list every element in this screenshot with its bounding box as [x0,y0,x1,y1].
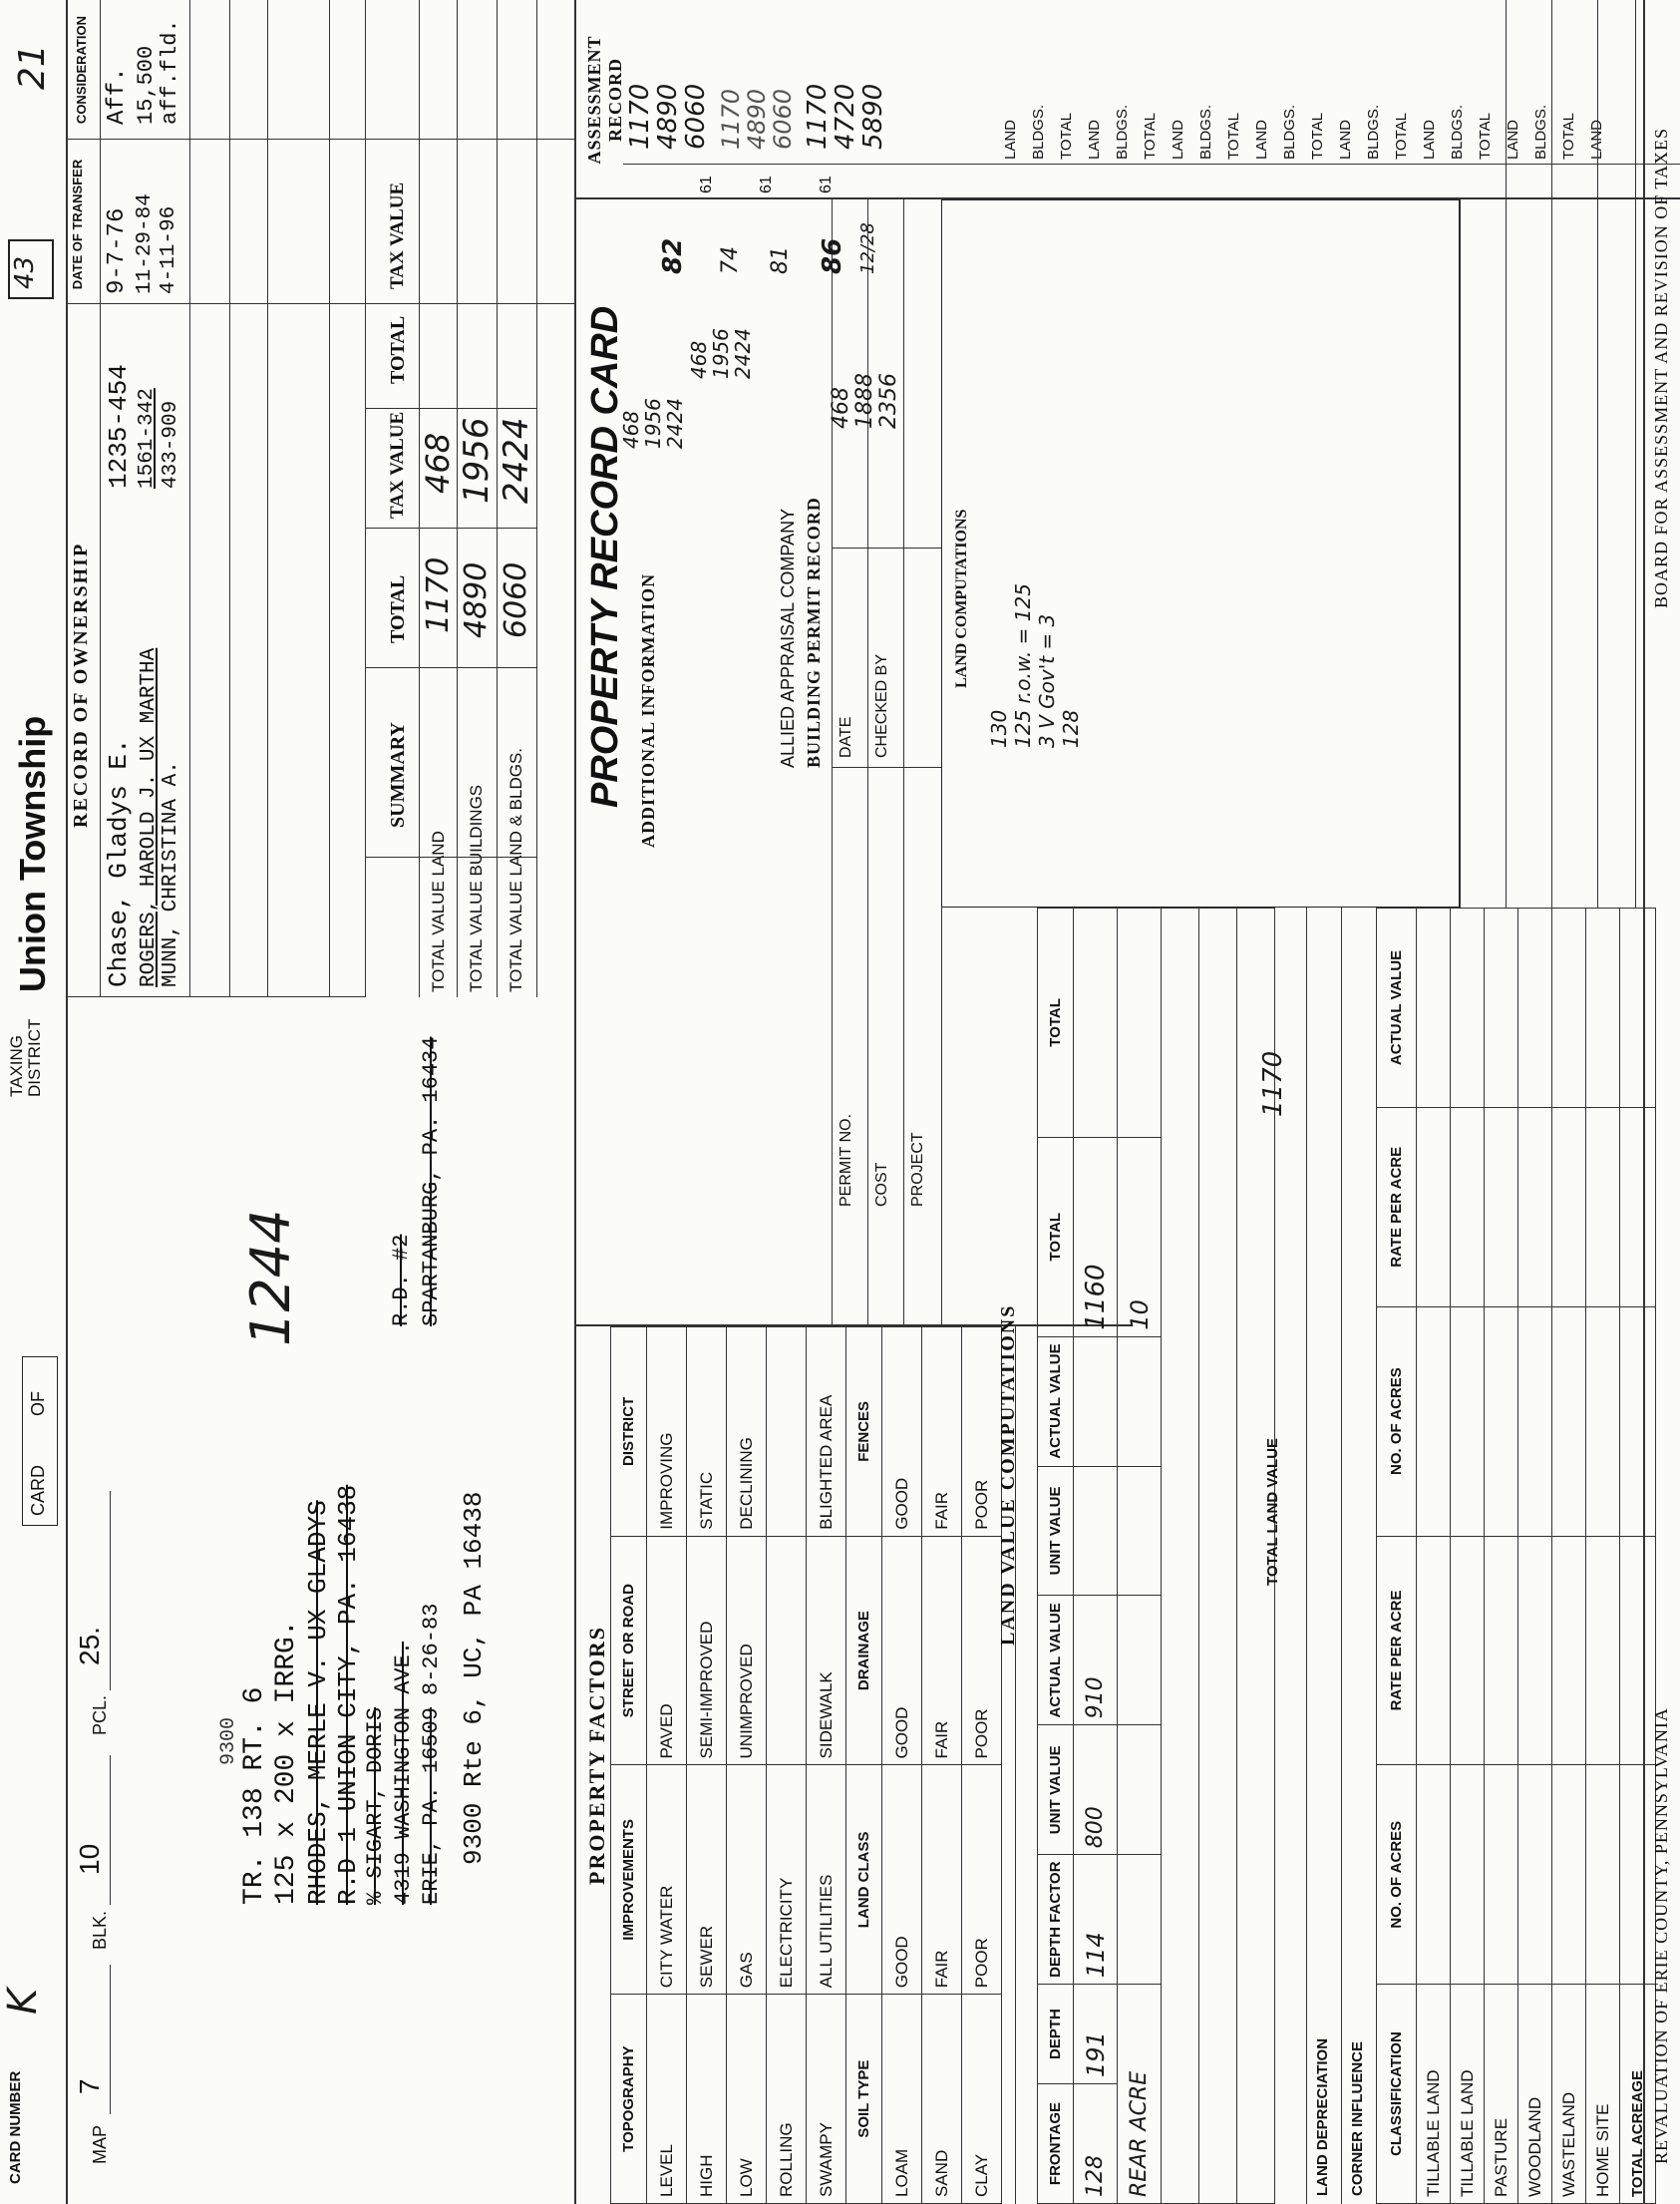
card-number-label: CARD NUMBER [7,2070,24,2184]
card-label: CARD [28,1464,48,1516]
pf-cell: GOOD [882,1536,922,1765]
assessment-values-1 [626,84,710,150]
pf-cell: SIDEWALK [807,1536,846,1765]
pf-cell: FAIR [922,1536,962,1765]
pcl-value: 25. [74,1627,105,1665]
assessment-label: TOTAL [1309,113,1326,160]
pf-cell: GOOD [882,1327,922,1537]
ownership-consideration: 15,500 [134,45,159,125]
class-row: HOME SITE [1586,1985,1620,2204]
lv-cell: 910 [1074,1596,1118,1725]
ownership-date: 4-11-96 [158,205,180,294]
current-address: 9300 Rte 6, UC, PA 16438 [459,1491,489,1865]
pf-cell: ELECTRICITY [767,1765,807,1995]
pf-header: DRAINAGE [846,1536,882,1765]
assessment-value: 6060 [769,88,797,150]
pf-header: LAND CLASS [846,1765,882,1995]
pf-cell [767,1536,807,1765]
class-row: TOTAL ACREAGE [1620,1985,1656,2204]
assessment-mark: 12/28 [857,222,878,274]
pf-cell: SAND [922,1995,962,2204]
pf-header: SOIL TYPE [846,1995,882,2204]
rd-struck: R.D. #2 [389,1234,414,1326]
pf-cell: GOOD [882,1765,922,1995]
lv-header: DEPTH [1038,1985,1074,2084]
pf-header: STREET OR ROAD [611,1536,647,1765]
lv-header: UNIT VALUE [1038,1466,1074,1596]
class-header: CLASSIFICATION [1377,1985,1417,2204]
record-note: 2424 [731,328,755,379]
lv-cell: 800 [1074,1725,1118,1855]
summary-total2-header: TOTAL [387,315,409,384]
assessment-year: 61 [758,176,775,193]
summary-total-header: TOTAL [387,574,409,643]
assessment-value: 1170 [803,83,833,150]
card-box [22,1356,58,1526]
additional-info-label: ADDITIONAL INFORMATION [638,572,658,848]
lv-cell: 10 [1118,1137,1162,1336]
summary-row-tax: 1956 [457,417,497,504]
pf-cell: FAIR [922,1327,962,1537]
map-label: MAP [90,2124,110,2164]
pf-cell: HIGH [687,1995,727,2204]
assessment-label: BLDGS. [1030,104,1047,160]
land-comp-note: 130 [987,709,1011,748]
size-line: 125 x 200 x IRRG. [271,1620,302,1905]
summary-row-total: 1170 [421,556,456,633]
footer-left: REVALUATION OF ERIE COUNTY, PENNSYLVANIA [1651,1707,1671,2164]
assessment-label: BLDGS. [1449,104,1466,160]
lv-cell [1074,909,1118,1138]
pf-cell [767,1327,807,1537]
land-comp-notes [987,583,1083,748]
assessment-label: LAND [1588,119,1605,160]
lv-header: UNIT VALUE [1038,1725,1074,1855]
pf-cell: UNIMPROVED [727,1536,767,1765]
card-box-number: 43 [10,255,40,289]
land-comp-note: 125 r.o.w. = 125 [1011,583,1035,748]
lv-cell: 1160 [1074,1137,1118,1336]
corner-influence-label: CORNER INFLUENCE [1349,2040,1366,2196]
ownership-deed: 1235-454 [104,364,134,489]
assessment-value: 4720 [831,83,860,150]
summary-row-label: TOTAL VALUE LAND [429,831,448,992]
taxing-district-label: TAXING DISTRICT [7,1018,44,1097]
assessment-label: LAND [1253,119,1270,160]
pf-header: IMPROVEMENTS [611,1765,647,1995]
pf-cell: CITY WATER [647,1765,687,1995]
total-land-value-label: TOTAL LAND VALUE [1264,1437,1281,1586]
assessment-label: TOTAL [1058,113,1075,160]
assessment-label: BLDGS. [1114,104,1131,160]
assessment-label: LAND [1505,119,1521,160]
class-header: NO. OF ACRES [1377,1765,1417,1985]
lv-header: ACTUAL VALUE [1038,1596,1074,1725]
ownership-title: RECORD OF OWNERSHIP [70,542,92,828]
ownership-name: MUNN, CHRISTINA A. [160,761,182,987]
pf-cell: LOAM [882,1995,922,2204]
blk-value: 10 [74,1843,105,1875]
summary-row-label: TOTAL VALUE BUILDINGS [467,784,486,992]
ownership-name: ROGERS, HAROLD J. UX MARTHA [138,647,161,987]
assessment-values-3 [804,84,887,150]
land-depreciation-label: LAND DEPRECIATION [1314,2037,1331,2196]
permit-title: BUILDING PERMIT RECORD [804,497,824,768]
assessment-value: 4890 [743,88,771,150]
assessment-label: TOTAL [1560,113,1577,160]
lv-cell [1118,1336,1162,1466]
ownership-deed: 433-909 [160,400,182,489]
summary-tax2-header: TAX VALUE [387,182,408,289]
assessment-label: TOTAL [1393,113,1410,160]
assessment-label: BLDGS. [1197,104,1214,160]
lv-header: TOTAL [1038,909,1074,1138]
assessment-label: LAND [1170,119,1186,160]
assessment-year: 61 [818,176,835,193]
of-label: OF [28,1391,48,1416]
card-number-value: K [0,1988,46,2015]
ownership-consideration-header: CONSIDERATION [74,15,89,125]
pf-cell: SEWER [687,1765,727,1995]
permit-value: 1888 [852,373,877,429]
pf-cell: ROLLING [767,1995,807,2204]
record-note: 2424 [663,398,687,449]
pf-cell: SWAMPY [807,1995,846,2204]
total-land-value: 1170 [1258,1050,1288,1117]
ownership-deed: 1561-342 [136,388,159,489]
lv-cell [1074,1336,1118,1466]
checked-by-label: CHECKED BY [873,653,890,758]
assessment-mark: 81 [768,246,793,274]
class-row: WOODLAND [1518,1985,1552,2204]
pf-cell: POOR [962,1536,1002,1765]
lv-empty-row [1199,909,1237,2204]
classification-table [1376,908,1656,2204]
old-address-1: 4319 WASHINGTON AVE. [391,1641,416,1905]
old-address-date: 8-26-83 [419,1603,444,1695]
pf-cell: GAS [727,1765,767,1995]
lv-header: TOTAL [1038,1137,1074,1336]
lv-empty-row [1162,909,1199,2204]
assessment-value: 1170 [625,83,655,150]
assessment-mark: 86 [818,237,847,274]
date-label: DATE [838,716,854,758]
pf-header: FENCES [846,1327,882,1537]
pf-cell: FAIR [922,1765,962,1995]
pf-cell: LEVEL [647,1995,687,2204]
record-notes [620,398,686,449]
company-name: ALLIED APPRAISAL COMPANY [778,508,798,768]
class-header: ACTUAL VALUE [1377,909,1417,1108]
property-factors-title: PROPERTY FACTORS [584,1625,609,1885]
assessment-mark: 74 [718,246,743,274]
permit-value: 2356 [876,373,901,429]
pf-header: DISTRICT [611,1327,647,1537]
record-note: 1956 [709,328,733,379]
lv-cell [1118,1466,1162,1596]
assessment-label: LAND [1337,119,1354,160]
summary-row-total: 4890 [459,561,494,638]
pcl-label: PCL. [90,1694,110,1735]
assessment-label: LAND [1086,119,1103,160]
land-value-title: LAND VALUE COMPUTATIONS [997,1303,1019,1646]
lv-cell [1074,1466,1118,1596]
assessment-label: TOTAL [1477,113,1494,160]
record-card-title: PROPERTY RECORD CARD [584,305,626,808]
lv-cell: 191 [1074,1985,1118,2084]
class-row: WASTELAND [1552,1985,1586,2204]
lv-cell [1118,1596,1162,1725]
lv-cell [1118,1725,1162,1855]
pf-cell: POOR [962,1765,1002,1995]
class-header: RATE PER ACRE [1377,1107,1417,1306]
pf-cell: STATIC [687,1327,727,1537]
ownership-consideration: aff.fld. [158,19,182,125]
pf-cell: ALL UTILITIES [807,1765,846,1995]
pf-cell: BLIGHTED AREA [807,1327,846,1537]
class-header: RATE PER ACRE [1377,1536,1417,1765]
lv-cell: 114 [1074,1855,1118,1985]
taxing-district: Union Township [12,715,53,992]
assessment-label: BLDGS. [1281,104,1298,160]
assessment-label: TOTAL [1225,113,1242,160]
assessment-year: 61 [698,176,715,193]
lv-cell [1118,909,1162,1138]
pf-cell: SEMI-IMPROVED [687,1536,727,1765]
summary-row-label: TOTAL VALUE LAND & BLDGS. [506,747,525,992]
page-number: 21 [12,44,53,90]
pf-cell: DECLINING [727,1327,767,1537]
assessment-value: 6060 [681,83,711,150]
record-note: 468 [687,340,711,379]
location-line: TR. 138 RT. 6 [239,1686,270,1905]
owner-old-1: RHODES, MERLE V. UX GLADYS [303,1500,333,1905]
land-comp-note: 128 [1059,709,1083,748]
assessment-label: BLDGS. [1365,104,1382,160]
land-comp-title: LAND COMPUTATIONS [953,509,970,688]
lv-header: DEPTH FACTOR [1038,1855,1074,1985]
summary-tax-header: TAX VALUE [387,411,408,519]
assessment-values-2 [718,89,796,150]
assessment-labels [997,105,1611,160]
pf-cell: CLAY [962,1995,1002,2204]
margin-note: 1244 [239,1209,302,1346]
land-computations-box [941,199,1460,908]
assessment-label: TOTAL [1142,113,1159,160]
class-header: NO. OF ACRES [1377,1306,1417,1536]
ownership-consideration: Aff. [104,67,131,125]
summary-row-tax: 2424 [497,417,536,504]
assessment-value: 5890 [858,83,888,150]
footer-right: BOARD FOR ASSESSMENT AND REVISION OF TAXES [1651,128,1671,608]
permit-values [830,373,901,429]
pf-cell: IMPROVING [647,1327,687,1537]
assessment-title: ASSESSMENT RECORD [584,35,625,165]
ownership-date: 11-29-84 [134,193,157,294]
ownership-date: 9-7-76 [104,207,131,294]
record-notes-2 [688,328,754,379]
ownership-name: Chase, Gladys E. [104,738,134,987]
blk-label: BLK. [90,1910,110,1950]
assessment-mark: 82 [658,237,688,274]
ownership-date-header: DATE OF TRANSFER [70,159,85,290]
class-row: TILLABLE LAND [1451,1985,1485,2204]
lv-cell: 128 [1074,2084,1118,2204]
assessment-value: 1170 [717,88,745,150]
map-value: 7 [74,2078,105,2094]
record-note: 1956 [641,398,665,449]
pf-cell: PAVED [647,1536,687,1765]
owner-old-2: R.D 1 UNION CITY, PA. 16438 [333,1484,363,1905]
pf-cell: LOW [727,1995,767,2204]
summary-row-total: 6060 [499,561,533,638]
house-number-note: 9300 [217,1716,240,1765]
pf-cell: POOR [962,1327,1002,1537]
summary-row-tax: 468 [419,432,457,494]
pf-header: TOPOGRAPHY [611,1995,647,2204]
assessment-label: LAND [1002,119,1019,160]
spartanburg-struck: SPARTANBURG, PA. 16434 [419,1036,444,1326]
land-value-table [1037,908,1275,2204]
permit-no-label: PERMIT NO. [838,1113,854,1207]
permit-value: 468 [829,387,853,429]
class-row: TILLABLE LAND [1417,1985,1451,2204]
project-label: PROJECT [909,1132,926,1207]
assessment-value: 4890 [653,83,683,150]
lv-header: FRONTAGE [1038,2084,1074,2204]
class-row: PASTURE [1485,1985,1518,2204]
record-note: 468 [619,410,643,449]
old-address-2: ERIE, PA. 16509 [419,1706,444,1905]
property-factors-table [610,1326,1002,2204]
lv-header: ACTUAL VALUE [1038,1336,1074,1466]
care-of: % SIGART, DORIS [363,1706,388,1905]
lv-cell [1118,1855,1162,1985]
lv-cell: REAR ACRE [1118,1985,1162,2204]
land-comp-note: 3 V Gov't = 3 [1035,613,1059,748]
assessment-label: BLDGS. [1532,104,1549,160]
assessment-label: LAND [1421,119,1438,160]
summary-title: SUMMARY [387,722,409,828]
cost-label: COST [873,1162,890,1207]
